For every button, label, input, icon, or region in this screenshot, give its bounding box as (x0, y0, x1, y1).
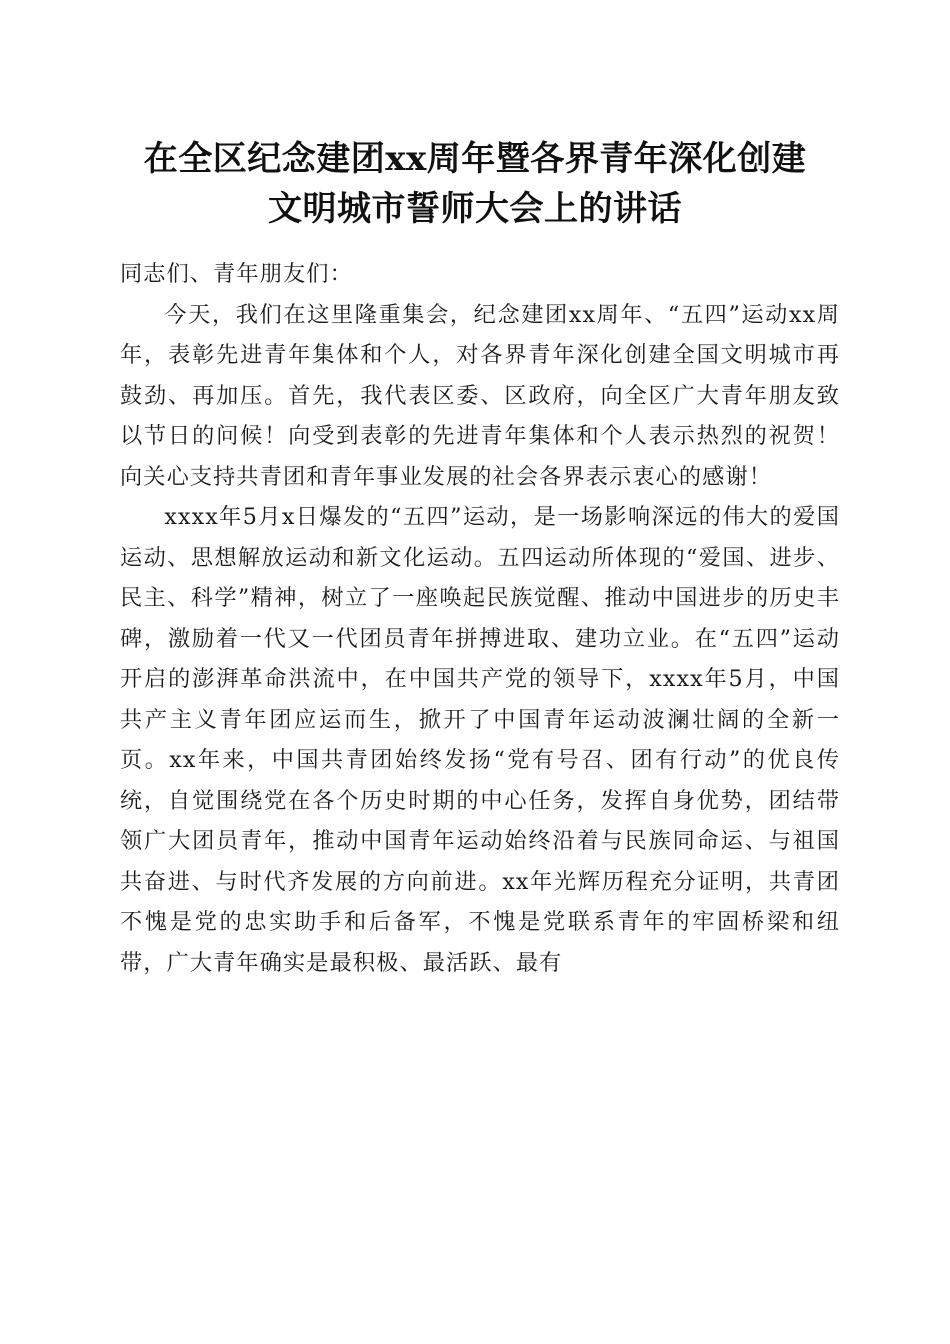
paragraph-2: xxxx年5月x日爆发的“五四”运动，是一场影响深远的伟大的爱国运动、思想解放运动和新文化运动。五四运动所体现的“爱国、进步、民主、科学”精神，树立了一座唤起民族觉醒、推动中国进步的历史丰碑，激励着一代又一代团员青年拼搏进取、建功立业。在“五四”运动开启的澎湃革命洪流中，在中国共产党的领导下，xxxx年5月，中国共产主义青年团应运而生，掀开了中国青年运动波澜壮阔的全新一页。xx年来，中国共青团始终发扬“党有号召、团有行动”的优良传统，自觉围绕党在各个历史时期的中心任务，发挥自身优势，团结带领广大团员青年，推动中国青年运动始终沿着与民族同命运、与祖国共奋进、与时代齐发展的方向前进。xx年光辉历程充分证明，共青团不愧是党的忠实助手和后备军，不愧是党联系青年的牢固桥梁和纽带，广大青年确实是最积极、最活跃、最有 (120, 504, 840, 976)
title-line-2: 文明城市誓师大会上的讲话 (268, 189, 682, 229)
title-line-1: 在全区纪念建团xx周年暨各界青年深化创建 (143, 139, 807, 179)
greeting: 同志们、青年朋友们： (120, 261, 353, 287)
document-title (100, 134, 850, 234)
document-body (120, 254, 840, 983)
paragraph-1: 今天，我们在这里隆重集会，纪念建团xx周年、“五四”运动xx周年，表彰先进青年集体和个人，对各界青年深化创建全国文明城市再鼓劲、再加压。首先，我代表区委、区政府，向全区广大青年朋友致以节日的问候！向受到表彰的先进青年集体和个人表示热烈的祝贺！向关心支持共青团和青年事业发展的社会各界表示衷心的感谢！ (120, 301, 840, 490)
